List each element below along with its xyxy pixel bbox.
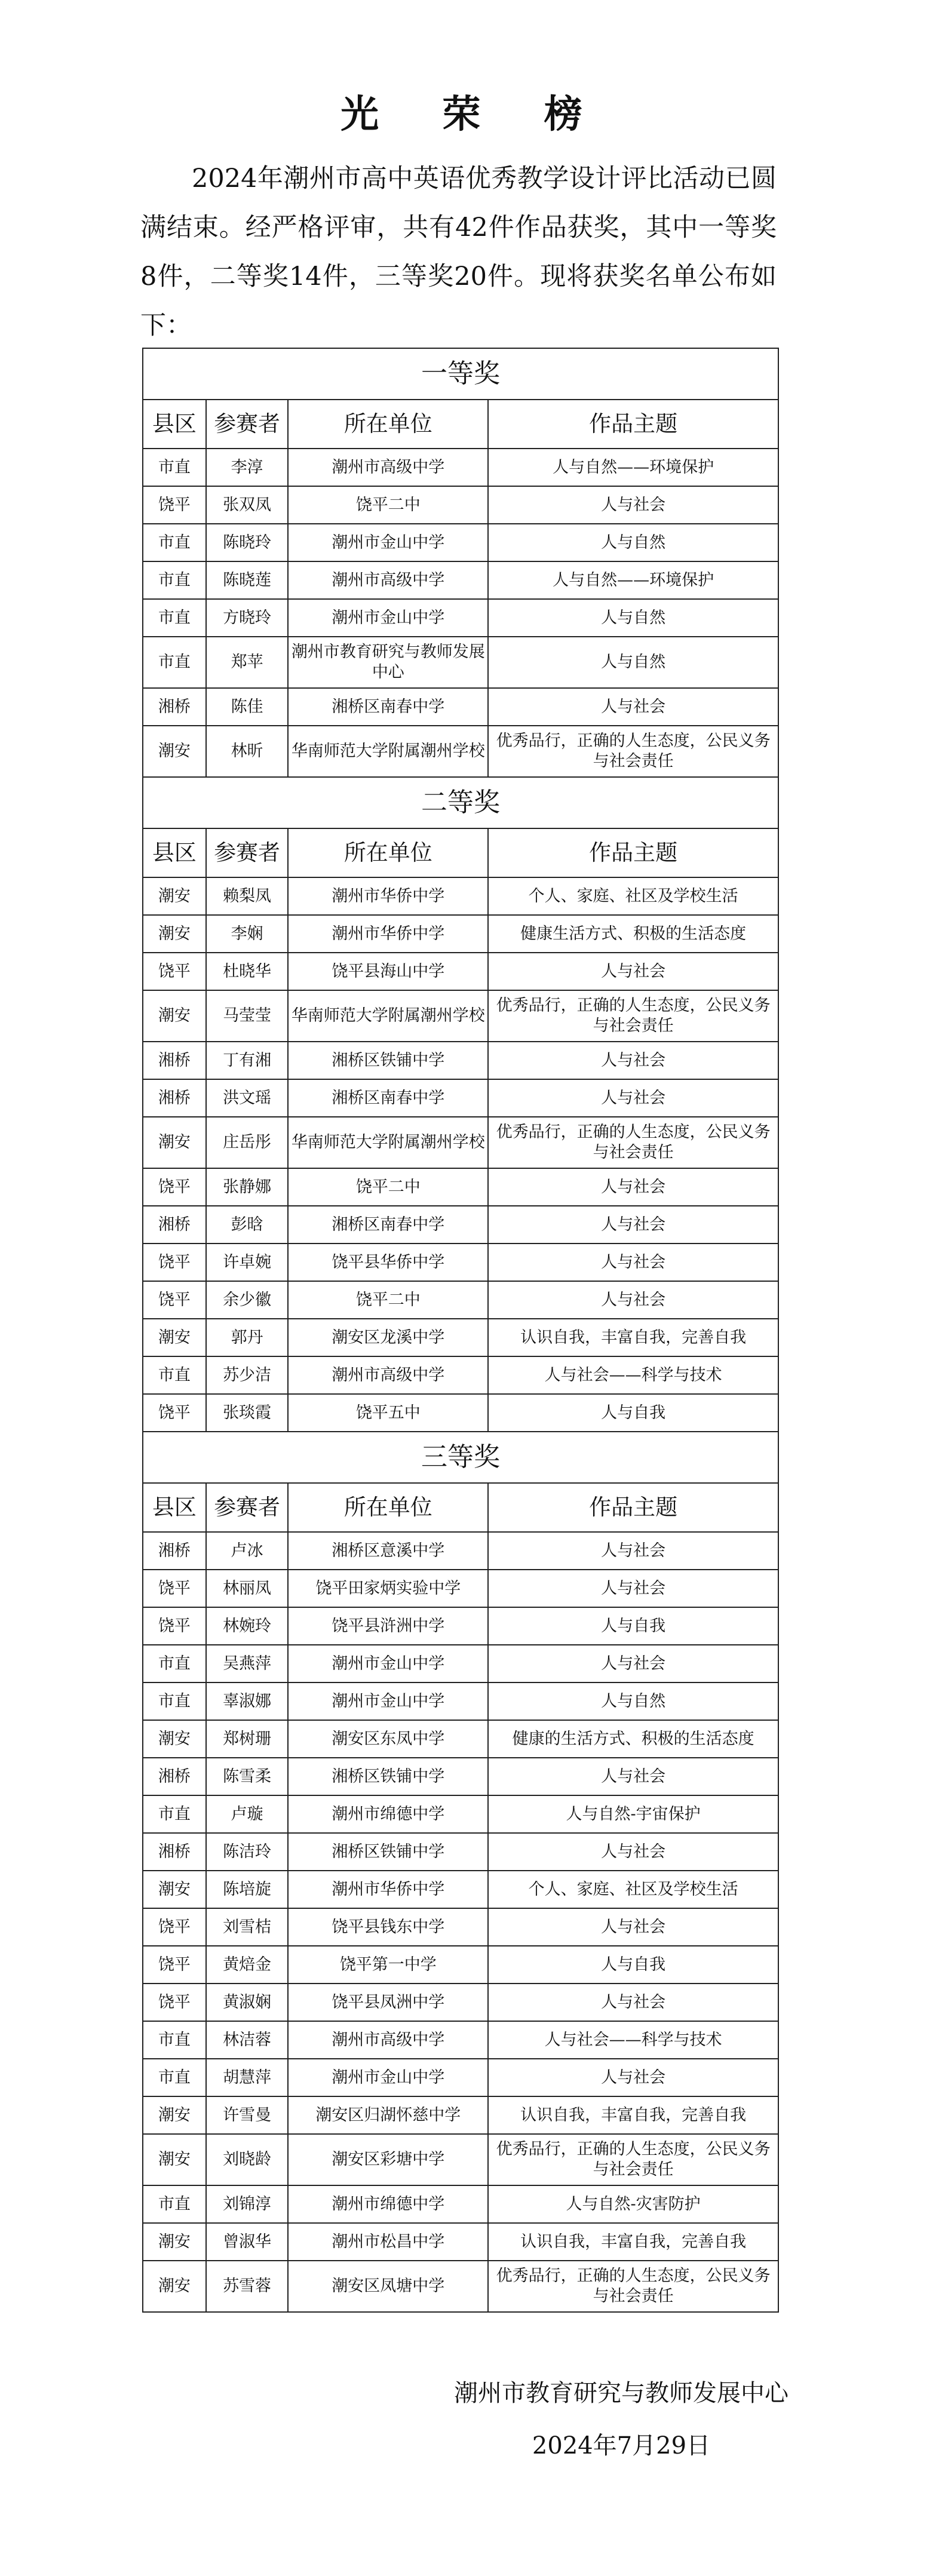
cell-topic: 个人、家庭、社区及学校生活 bbox=[488, 877, 778, 915]
table-row bbox=[143, 1570, 778, 1607]
header-unit: 所在单位 bbox=[288, 1483, 488, 1532]
cell-name: 林婉玲 bbox=[206, 1607, 289, 1645]
cell-county: 饶平 bbox=[143, 953, 206, 990]
table-row bbox=[143, 561, 778, 599]
table-row bbox=[143, 1532, 778, 1570]
header-name: 参赛者 bbox=[206, 828, 289, 877]
cell-county: 市直 bbox=[143, 449, 206, 486]
header-row bbox=[143, 400, 778, 449]
cell-name: 黄焙金 bbox=[206, 1946, 289, 1984]
cell-name: 许卓婉 bbox=[206, 1244, 289, 1281]
cell-topic: 人与社会——科学与技术 bbox=[488, 2021, 778, 2059]
table-row bbox=[143, 637, 778, 688]
cell-county: 饶平 bbox=[143, 1984, 206, 2021]
table-row bbox=[143, 1946, 778, 1984]
table-row bbox=[143, 486, 778, 524]
cell-topic: 优秀品行，正确的人生态度，公民义务与社会责任 bbox=[488, 1117, 778, 1168]
table-row bbox=[143, 1645, 778, 1682]
cell-topic: 人与社会 bbox=[488, 1908, 778, 1946]
cell-topic: 人与自我 bbox=[488, 1394, 778, 1432]
cell-unit: 潮州市松昌中学 bbox=[288, 2223, 488, 2261]
cell-name: 林丽凤 bbox=[206, 1570, 289, 1607]
cell-unit: 潮州市高级中学 bbox=[288, 2021, 488, 2059]
cell-topic: 人与社会 bbox=[488, 1079, 778, 1117]
cell-topic: 人与社会 bbox=[488, 2059, 778, 2096]
cell-unit: 华南师范大学附属潮州学校 bbox=[288, 1117, 488, 1168]
cell-county: 饶平 bbox=[143, 1946, 206, 1984]
cell-unit: 潮安区归湖怀慈中学 bbox=[288, 2096, 488, 2134]
table-row bbox=[143, 877, 778, 915]
cell-county: 潮安 bbox=[143, 2134, 206, 2185]
cell-topic: 优秀品行，正确的人生态度，公民义务与社会责任 bbox=[488, 990, 778, 1042]
header-county: 县区 bbox=[143, 1483, 206, 1532]
cell-county: 潮安 bbox=[143, 1720, 206, 1758]
cell-unit: 潮州市金山中学 bbox=[288, 524, 488, 561]
cell-unit: 潮州市金山中学 bbox=[288, 599, 488, 637]
cell-name: 卢冰 bbox=[206, 1532, 289, 1570]
cell-topic: 人与自然-宇宙保护 bbox=[488, 1795, 778, 1833]
cell-unit: 潮州市教育研究与教师发展中心 bbox=[288, 637, 488, 688]
table-row bbox=[143, 599, 778, 637]
section-title-row bbox=[143, 348, 778, 400]
cell-county: 潮安 bbox=[143, 877, 206, 915]
cell-unit: 华南师范大学附属潮州学校 bbox=[288, 990, 488, 1042]
table-row bbox=[143, 1356, 778, 1394]
cell-unit: 潮州市高级中学 bbox=[288, 449, 488, 486]
cell-name: 郭丹 bbox=[206, 1319, 289, 1356]
cell-unit: 湘桥区南春中学 bbox=[288, 1206, 488, 1244]
cell-topic: 人与自然——环境保护 bbox=[488, 449, 778, 486]
cell-county: 市直 bbox=[143, 524, 206, 561]
cell-county: 饶平 bbox=[143, 1908, 206, 1946]
header-unit: 所在单位 bbox=[288, 828, 488, 877]
table-row bbox=[143, 1871, 778, 1908]
cell-county: 饶平 bbox=[143, 1244, 206, 1281]
cell-county: 湘桥 bbox=[143, 1758, 206, 1795]
cell-unit: 饶平县华侨中学 bbox=[288, 1244, 488, 1281]
cell-name: 陈洁玲 bbox=[206, 1833, 289, 1871]
cell-name: 丁有湘 bbox=[206, 1042, 289, 1079]
table-row bbox=[143, 1607, 778, 1645]
cell-topic: 人与自然-灾害防护 bbox=[488, 2185, 778, 2223]
cell-topic: 健康的生活方式、积极的生活态度 bbox=[488, 1720, 778, 1758]
cell-name: 洪文瑶 bbox=[206, 1079, 289, 1117]
cell-county: 湘桥 bbox=[143, 1833, 206, 1871]
cell-county: 湘桥 bbox=[143, 688, 206, 726]
cell-unit: 潮州市绵德中学 bbox=[288, 2185, 488, 2223]
cell-county: 市直 bbox=[143, 637, 206, 688]
cell-county: 市直 bbox=[143, 1682, 206, 1720]
cell-topic: 个人、家庭、社区及学校生活 bbox=[488, 1871, 778, 1908]
cell-county: 潮安 bbox=[143, 2223, 206, 2261]
cell-topic: 人与自然 bbox=[488, 1682, 778, 1720]
cell-name: 苏雪蓉 bbox=[206, 2261, 289, 2312]
cell-name: 李淳 bbox=[206, 449, 289, 486]
header-topic: 作品主题 bbox=[488, 828, 778, 877]
cell-unit: 潮州市绵德中学 bbox=[288, 1795, 488, 1833]
cell-unit: 饶平五中 bbox=[288, 1394, 488, 1432]
table-row bbox=[143, 2185, 778, 2223]
cell-topic: 健康生活方式、积极的生活态度 bbox=[488, 915, 778, 953]
cell-unit: 饶平二中 bbox=[288, 486, 488, 524]
header-name: 参赛者 bbox=[206, 400, 289, 449]
cell-county: 潮安 bbox=[143, 915, 206, 953]
cell-name: 辜淑娜 bbox=[206, 1682, 289, 1720]
section-title: 二等奖 bbox=[143, 777, 778, 828]
cell-name: 刘锦淳 bbox=[206, 2185, 289, 2223]
header-row bbox=[143, 828, 778, 877]
header-name: 参赛者 bbox=[206, 1483, 289, 1532]
cell-unit: 湘桥区铁铺中学 bbox=[288, 1833, 488, 1871]
cell-county: 饶平 bbox=[143, 1607, 206, 1645]
cell-topic: 人与社会 bbox=[488, 1758, 778, 1795]
table-row bbox=[143, 1319, 778, 1356]
section-title: 三等奖 bbox=[143, 1432, 778, 1483]
cell-name: 刘雪桔 bbox=[206, 1908, 289, 1946]
cell-name: 刘晓龄 bbox=[206, 2134, 289, 2185]
cell-county: 市直 bbox=[143, 1795, 206, 1833]
cell-county: 潮安 bbox=[143, 726, 206, 777]
cell-name: 张琰霞 bbox=[206, 1394, 289, 1432]
cell-name: 黄淑娴 bbox=[206, 1984, 289, 2021]
table-row bbox=[143, 1206, 778, 1244]
cell-county: 市直 bbox=[143, 2059, 206, 2096]
cell-county: 湘桥 bbox=[143, 1042, 206, 1079]
cell-county: 潮安 bbox=[143, 2261, 206, 2312]
cell-unit: 潮州市高级中学 bbox=[288, 1356, 488, 1394]
table-row bbox=[143, 2223, 778, 2261]
cell-county: 饶平 bbox=[143, 1394, 206, 1432]
table-row bbox=[143, 2096, 778, 2134]
cell-topic: 人与社会 bbox=[488, 1532, 778, 1570]
section-title-row bbox=[143, 777, 778, 828]
header-county: 县区 bbox=[143, 400, 206, 449]
cell-topic: 人与自然 bbox=[488, 599, 778, 637]
cell-unit: 湘桥区铁铺中学 bbox=[288, 1042, 488, 1079]
table-row bbox=[143, 1720, 778, 1758]
cell-name: 马莹莹 bbox=[206, 990, 289, 1042]
table-row bbox=[143, 1168, 778, 1206]
table-row bbox=[143, 726, 778, 777]
cell-unit: 湘桥区南春中学 bbox=[288, 688, 488, 726]
cell-county: 湘桥 bbox=[143, 1079, 206, 1117]
cell-topic: 人与社会 bbox=[488, 688, 778, 726]
cell-name: 张静娜 bbox=[206, 1168, 289, 1206]
cell-unit: 饶平县钱东中学 bbox=[288, 1908, 488, 1946]
cell-name: 庄岳彤 bbox=[206, 1117, 289, 1168]
table-row bbox=[143, 688, 778, 726]
cell-topic: 优秀品行，正确的人生态度，公民义务与社会责任 bbox=[488, 726, 778, 777]
cell-unit: 潮安区彩塘中学 bbox=[288, 2134, 488, 2185]
table-row bbox=[143, 915, 778, 953]
cell-name: 许雪曼 bbox=[206, 2096, 289, 2134]
cell-topic: 人与社会 bbox=[488, 1570, 778, 1607]
cell-county: 饶平 bbox=[143, 1281, 206, 1319]
cell-name: 陈晓莲 bbox=[206, 561, 289, 599]
cell-name: 陈培旋 bbox=[206, 1871, 289, 1908]
cell-topic: 优秀品行，正确的人生态度，公民义务与社会责任 bbox=[488, 2261, 778, 2312]
table-row bbox=[143, 1281, 778, 1319]
cell-unit: 潮安区龙溪中学 bbox=[288, 1319, 488, 1356]
cell-topic: 人与社会 bbox=[488, 486, 778, 524]
intro-paragraph: 2024年潮州市高中英语优秀教学设计评比活动已圆满结束。经严格评审，共有42件作品获奖，其中一等奖8件，二等奖14件，三等奖20件。现将获奖名单公布如下： bbox=[140, 164, 777, 340]
table-row bbox=[143, 1908, 778, 1946]
cell-county: 市直 bbox=[143, 1645, 206, 1682]
cell-name: 卢璇 bbox=[206, 1795, 289, 1833]
cell-topic: 人与社会 bbox=[488, 1833, 778, 1871]
award-table bbox=[142, 348, 779, 2313]
cell-unit: 潮州市华侨中学 bbox=[288, 915, 488, 953]
header-county: 县区 bbox=[143, 828, 206, 877]
cell-topic: 人与社会 bbox=[488, 1281, 778, 1319]
cell-county: 饶平 bbox=[143, 486, 206, 524]
cell-name: 郑苹 bbox=[206, 637, 289, 688]
cell-county: 市直 bbox=[143, 2021, 206, 2059]
table-row bbox=[143, 953, 778, 990]
cell-topic: 认识自我，丰富自我，完善自我 bbox=[488, 1319, 778, 1356]
cell-name: 赖梨凤 bbox=[206, 877, 289, 915]
cell-unit: 潮州市金山中学 bbox=[288, 2059, 488, 2096]
cell-county: 潮安 bbox=[143, 1117, 206, 1168]
cell-unit: 华南师范大学附属潮州学校 bbox=[288, 726, 488, 777]
cell-unit: 饶平田家炳实验中学 bbox=[288, 1570, 488, 1607]
cell-unit: 饶平县凤洲中学 bbox=[288, 1984, 488, 2021]
cell-name: 陈晓玲 bbox=[206, 524, 289, 561]
table-row bbox=[143, 990, 778, 1042]
cell-unit: 潮州市高级中学 bbox=[288, 561, 488, 599]
cell-name: 曾淑华 bbox=[206, 2223, 289, 2261]
cell-name: 苏少洁 bbox=[206, 1356, 289, 1394]
cell-name: 胡慧萍 bbox=[206, 2059, 289, 2096]
cell-topic: 认识自我，丰富自我，完善自我 bbox=[488, 2096, 778, 2134]
page-title: 光 荣 榜 bbox=[340, 92, 608, 137]
cell-topic: 人与社会 bbox=[488, 1042, 778, 1079]
cell-topic: 人与社会 bbox=[488, 1984, 778, 2021]
cell-name: 陈佳 bbox=[206, 688, 289, 726]
cell-unit: 潮州市金山中学 bbox=[288, 1645, 488, 1682]
cell-topic: 人与社会 bbox=[488, 953, 778, 990]
cell-topic: 人与社会 bbox=[488, 1168, 778, 1206]
table-row bbox=[143, 2021, 778, 2059]
cell-county: 市直 bbox=[143, 561, 206, 599]
cell-name: 彭晗 bbox=[206, 1206, 289, 1244]
cell-name: 林昕 bbox=[206, 726, 289, 777]
cell-unit: 饶平二中 bbox=[288, 1168, 488, 1206]
cell-name: 郑树珊 bbox=[206, 1720, 289, 1758]
cell-topic: 人与社会 bbox=[488, 1244, 778, 1281]
section-title: 一等奖 bbox=[143, 348, 778, 400]
cell-topic: 人与社会——科学与技术 bbox=[488, 1356, 778, 1394]
table-row bbox=[143, 1079, 778, 1117]
cell-county: 市直 bbox=[143, 599, 206, 637]
cell-topic: 人与自我 bbox=[488, 1946, 778, 1984]
cell-county: 湘桥 bbox=[143, 1206, 206, 1244]
table-row bbox=[143, 1833, 778, 1871]
table-row bbox=[143, 1682, 778, 1720]
header-topic: 作品主题 bbox=[488, 1483, 778, 1532]
cell-name: 陈雪柔 bbox=[206, 1758, 289, 1795]
table-row bbox=[143, 1758, 778, 1795]
cell-county: 潮安 bbox=[143, 1319, 206, 1356]
table-row bbox=[143, 1984, 778, 2021]
cell-name: 林洁蓉 bbox=[206, 2021, 289, 2059]
cell-county: 市直 bbox=[143, 2185, 206, 2223]
cell-county: 潮安 bbox=[143, 990, 206, 1042]
cell-county: 饶平 bbox=[143, 1168, 206, 1206]
cell-name: 张双凤 bbox=[206, 486, 289, 524]
cell-county: 潮安 bbox=[143, 1871, 206, 1908]
cell-unit: 湘桥区意溪中学 bbox=[288, 1532, 488, 1570]
cell-unit: 湘桥区南春中学 bbox=[288, 1079, 488, 1117]
cell-unit: 潮安区东凤中学 bbox=[288, 1720, 488, 1758]
cell-county: 潮安 bbox=[143, 2096, 206, 2134]
table-row bbox=[143, 2261, 778, 2312]
cell-unit: 饶平二中 bbox=[288, 1281, 488, 1319]
cell-unit: 湘桥区铁铺中学 bbox=[288, 1758, 488, 1795]
table-row bbox=[143, 1795, 778, 1833]
table-row bbox=[143, 1244, 778, 1281]
cell-name: 余少徽 bbox=[206, 1281, 289, 1319]
cell-unit: 潮州市金山中学 bbox=[288, 1682, 488, 1720]
cell-unit: 饶平县海山中学 bbox=[288, 953, 488, 990]
cell-topic: 人与社会 bbox=[488, 1206, 778, 1244]
header-topic: 作品主题 bbox=[488, 400, 778, 449]
table-row bbox=[143, 1394, 778, 1432]
cell-name: 方晓玲 bbox=[206, 599, 289, 637]
header-unit: 所在单位 bbox=[288, 400, 488, 449]
table-row bbox=[143, 2059, 778, 2096]
footer-date: 2024年7月29日 bbox=[532, 2432, 711, 2460]
header-row bbox=[143, 1483, 778, 1532]
cell-topic: 人与自我 bbox=[488, 1607, 778, 1645]
cell-unit: 饶平第一中学 bbox=[288, 1946, 488, 1984]
table-row bbox=[143, 2134, 778, 2185]
table-row bbox=[143, 524, 778, 561]
cell-topic: 人与社会 bbox=[488, 1645, 778, 1682]
cell-topic: 优秀品行，正确的人生态度，公民义务与社会责任 bbox=[488, 2134, 778, 2185]
cell-unit: 饶平县浒洲中学 bbox=[288, 1607, 488, 1645]
cell-topic: 人与自然 bbox=[488, 637, 778, 688]
cell-name: 杜晓华 bbox=[206, 953, 289, 990]
cell-topic: 认识自我，丰富自我，完善自我 bbox=[488, 2223, 778, 2261]
section-title-row bbox=[143, 1432, 778, 1483]
cell-name: 李娴 bbox=[206, 915, 289, 953]
footer-organization: 潮州市教育研究与教师发展中心 bbox=[454, 2380, 789, 2407]
cell-county: 饶平 bbox=[143, 1570, 206, 1607]
cell-county: 市直 bbox=[143, 1356, 206, 1394]
cell-topic: 人与自然——环境保护 bbox=[488, 561, 778, 599]
cell-unit: 潮安区凤塘中学 bbox=[288, 2261, 488, 2312]
cell-county: 湘桥 bbox=[143, 1532, 206, 1570]
cell-unit: 潮州市华侨中学 bbox=[288, 1871, 488, 1908]
table-row bbox=[143, 1042, 778, 1079]
table-row bbox=[143, 1117, 778, 1168]
table-row bbox=[143, 449, 778, 486]
cell-topic: 人与自然 bbox=[488, 524, 778, 561]
cell-unit: 潮州市华侨中学 bbox=[288, 877, 488, 915]
cell-name: 吴燕萍 bbox=[206, 1645, 289, 1682]
